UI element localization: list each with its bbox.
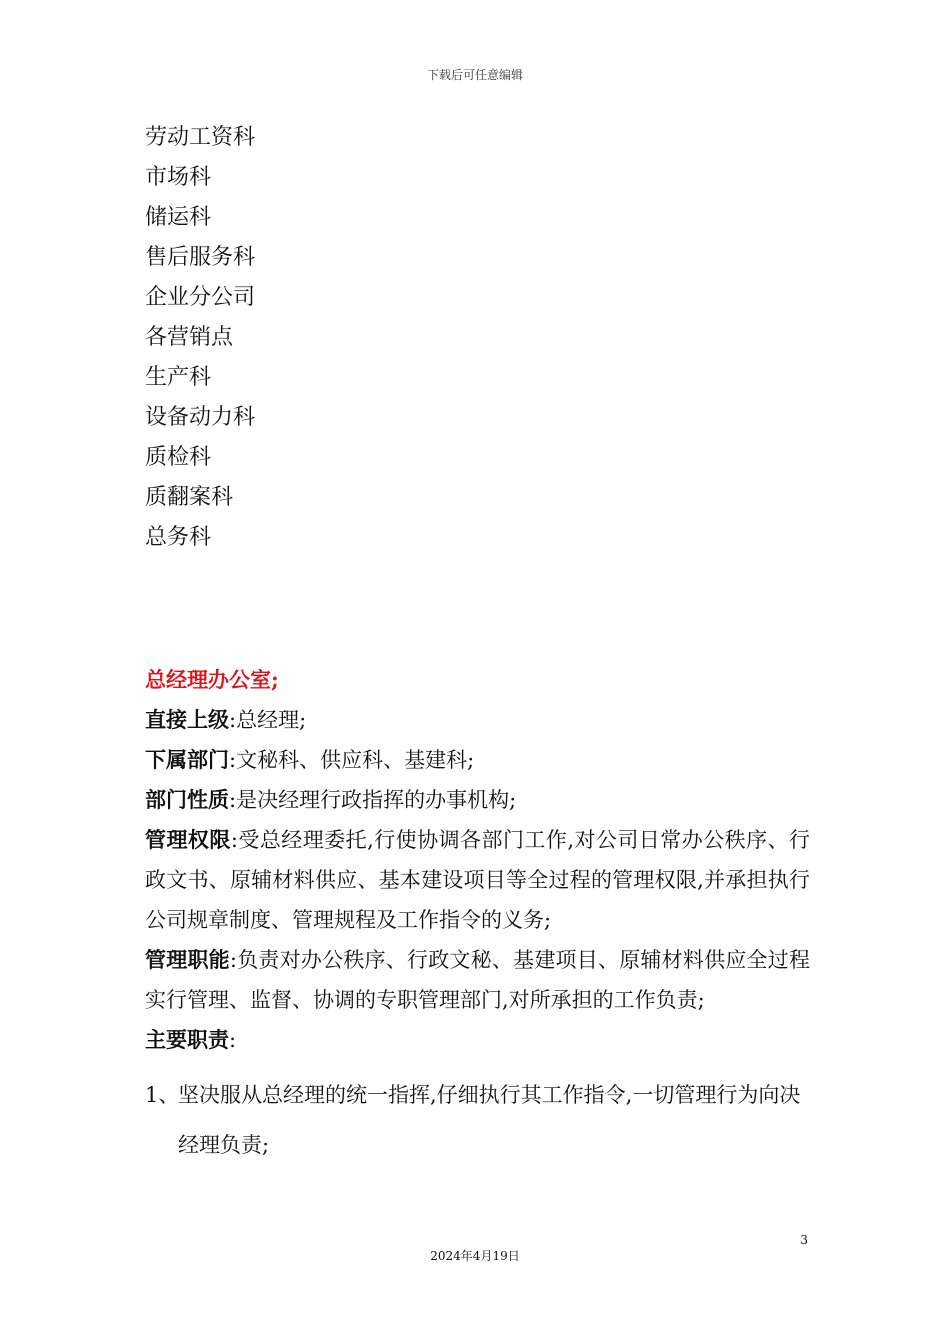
department-item: 质翻案科 [145, 485, 234, 510]
page-number: 3 [800, 1233, 808, 1247]
field-text: :负责对办公秩序、行政文秘、基建项目、原辅材料供应全过程实行管理、监督、协调的专职管理部门,对所承担的工作负责; [145, 948, 811, 1012]
field-label: 主要职责 [145, 1027, 229, 1052]
field-text: :是决经理行政指挥的办事机构; [229, 788, 517, 812]
duty-item [145, 1070, 810, 1170]
field-functions [145, 940, 810, 1020]
field-text: : [229, 1028, 237, 1052]
department-item: 市场科 [145, 165, 212, 190]
department-item: 劳动工资科 [145, 125, 256, 150]
field-text: :受总经理委托,行使协调各部门工作,对公司日常办公秩序、行政文书、原辅材料供应、基本建设项目等全过程的管理权限,并承担执行公司规章制度、管理规程及工作指令的义务; [145, 828, 810, 932]
field-direct-superior [145, 700, 810, 740]
field-main-duties [145, 1020, 810, 1060]
department-item: 售后服务科 [145, 245, 256, 270]
section-title: 总经理办公室; [145, 667, 279, 692]
duty-item-number: 1、 [145, 1083, 180, 1107]
field-label: 直接上级 [145, 707, 229, 732]
field-label: 下属部门 [145, 747, 229, 772]
department-item: 生产科 [145, 365, 212, 390]
department-list [145, 118, 255, 558]
page-footer-date: 2024年4月19日 [430, 1249, 520, 1263]
department-item: 企业分公司 [145, 285, 256, 310]
field-text: :文秘科、供应科、基建科; [229, 748, 475, 772]
field-department-nature [145, 780, 810, 820]
department-item: 各营销点 [145, 325, 234, 350]
department-item: 储运科 [145, 205, 212, 230]
field-label: 部门性质 [145, 787, 229, 812]
department-item: 总务科 [145, 525, 212, 550]
field-subordinate-departments [145, 740, 810, 780]
page-header: 下载后可任意编辑 [426, 68, 523, 82]
field-authority [145, 820, 810, 940]
department-item: 质检科 [145, 445, 212, 470]
field-text: :总经理; [229, 708, 307, 732]
department-item: 设备动力科 [145, 405, 256, 430]
field-label: 管理职能 [145, 947, 230, 972]
field-label: 管理权限 [145, 827, 231, 852]
duty-item-text: 坚决服从总经理的统一指挥,仔细执行其工作指令,一切管理行为向决经理负责; [178, 1083, 801, 1157]
office-section [145, 660, 810, 1170]
